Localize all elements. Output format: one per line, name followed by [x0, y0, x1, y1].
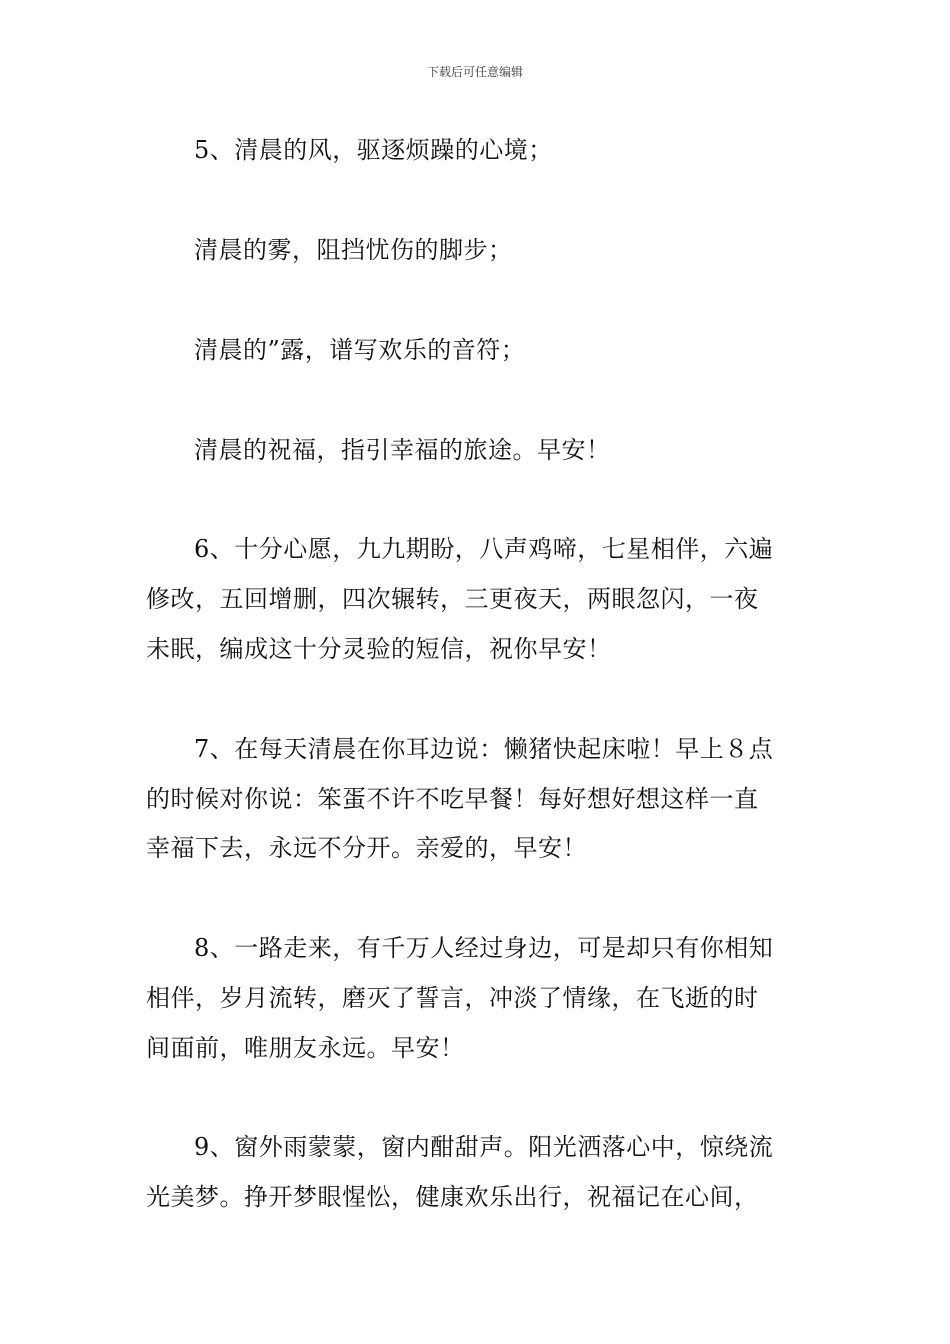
- paragraph-5-line-1: 5、清晨的风，驱逐烦躁的心境；: [194, 136, 553, 164]
- paragraph-8-line-3: 间面前，唯朋友永远。早安！: [146, 1034, 465, 1062]
- paragraph-fog-line-1: 清晨的雾，阻挡忧伤的脚步；: [194, 236, 513, 264]
- paragraph-6-line-3: 未眠，编成这十分灵验的短信，祝你早安！: [146, 635, 612, 663]
- paragraph-8-line-1: 8、一路走来，有千万人经过身边，可是却只有你相知: [194, 934, 774, 962]
- paragraph-blessing-line-1: 清晨的祝福，指引幸福的旅途。早安！: [194, 436, 611, 464]
- paragraph-dew-line-1: 清晨的”露，谱写欢乐的音符；: [194, 336, 526, 364]
- paragraph-9-line-2: 光美梦。挣开梦眼惺忪，健康欢乐出行，祝福记在心间，: [146, 1183, 759, 1211]
- paragraph-7-line-3: 幸福下去，永远不分开。亲爱的，早安！: [146, 834, 587, 862]
- page-header: 下载后可任意编辑: [426, 65, 523, 79]
- paragraph-7-line-2: 的时候对你说：笨蛋不许不吃早餐！每好想好想这样一直: [146, 785, 759, 813]
- paragraph-8-line-2: 相伴，岁月流转，磨灭了誓言，冲淡了情缘，在飞逝的时: [146, 984, 759, 1012]
- paragraph-6-line-1: 6、十分心愿，九九期盼，八声鸡啼，七星相伴，六遍: [194, 535, 774, 563]
- paragraph-9-line-1: 9、窗外雨蒙蒙，窗内酣甜声。阳光洒落心中，惊绕流: [194, 1133, 774, 1161]
- paragraph-6-line-2: 修改，五回增删，四次辗转，三更夜天，两眼忽闪，一夜: [146, 585, 759, 613]
- paragraph-7-line-1: 7、在每天清晨在你耳边说：懒猪快起床啦！早上８点: [194, 735, 774, 763]
